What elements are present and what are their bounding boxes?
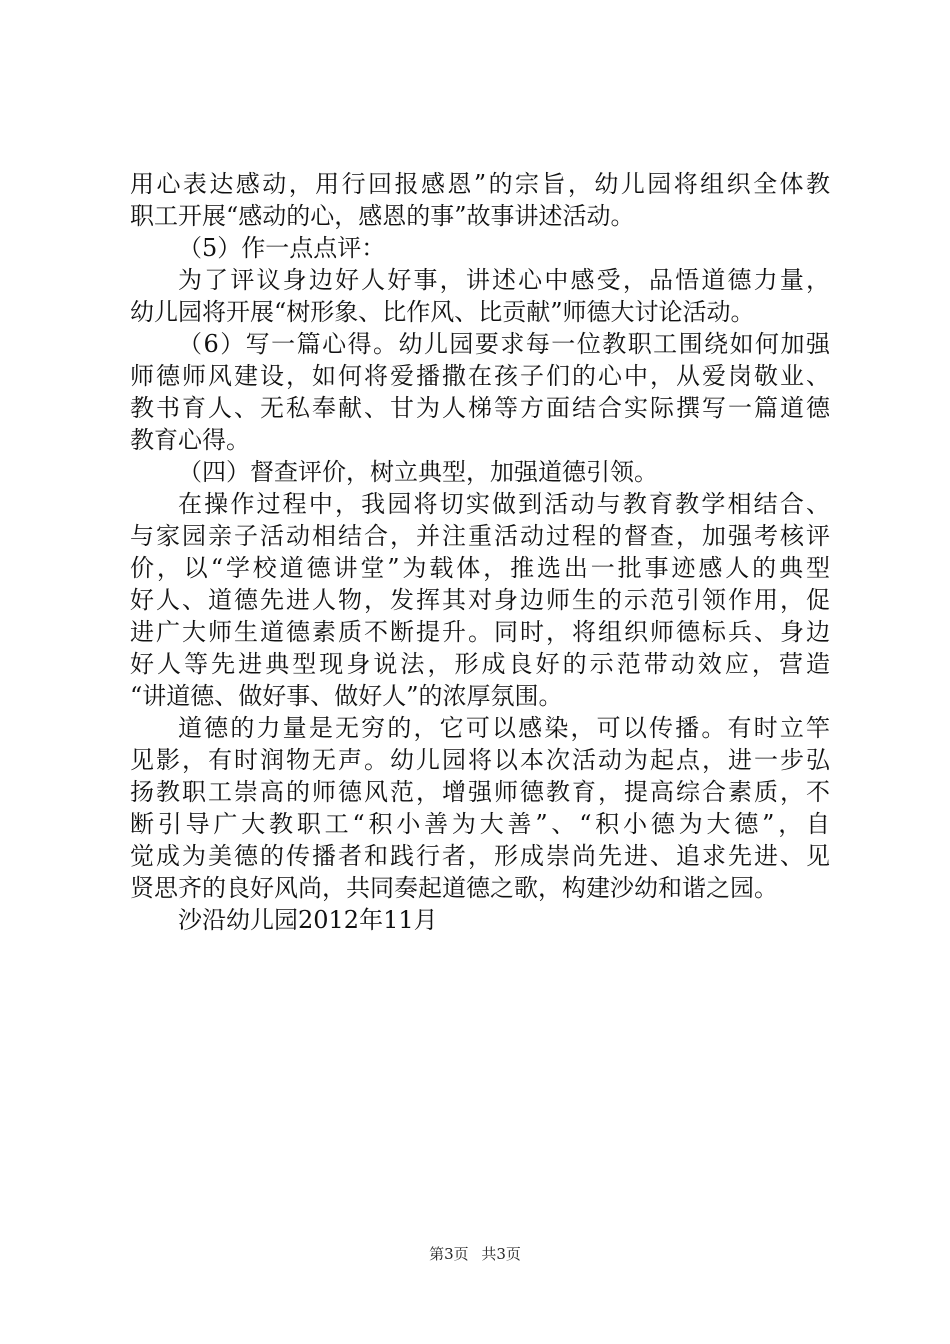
- text-line: 职工开展“感动的心，感恩的事”故事讲述活动。: [130, 202, 635, 230]
- paragraph: [130, 328, 830, 456]
- text-line: 幼儿园将开展“树形象、比作风、比贡献”师德大讨论活动。: [130, 298, 755, 326]
- text-line: 觉成为美德的传播者和践行者，形成崇尚先进、追求先进、见: [130, 842, 830, 870]
- page-number-label: 第3页: [429, 1245, 469, 1263]
- text-line: 为了评议身边好人好事，讲述心中感受，品悟道德力量，: [178, 266, 830, 294]
- paragraph: [130, 488, 830, 712]
- text-line: 沙沿幼儿园2012年11月: [178, 906, 438, 934]
- text-line: 用心表达感动，用行回报感恩”的宗旨，幼儿园将组织全体教: [130, 170, 830, 198]
- text-line: 见影，有时润物无声。幼儿园将以本次活动为起点，进一步弘: [130, 746, 830, 774]
- text-line: 好人等先进典型现身说法，形成良好的示范带动效应，营造: [130, 650, 830, 678]
- text-line: 道德的力量是无穷的，它可以感染，可以传播。有时立竿: [178, 714, 830, 742]
- text-line: 教育心得。: [130, 426, 250, 454]
- paragraph: [130, 712, 830, 904]
- text-line: 与家园亲子活动相结合，并注重活动过程的督查，加强考核评: [130, 522, 830, 550]
- text-line: 进广大师生道德素质不断提升。同时，将组织师德标兵、身边: [130, 618, 830, 646]
- text-line: （6）写一篇心得。幼儿园要求每一位教职工围绕如何加强: [178, 330, 830, 358]
- paragraph: [130, 456, 830, 488]
- text-line: “讲道德、做好事、做好人”的浓厚氛围。: [130, 682, 563, 710]
- text-line: 贤思齐的良好风尚，共同奏起道德之歌，构建沙幼和谐之园。: [130, 874, 778, 902]
- text-line: 在操作过程中，我园将切实做到活动与教育教学相结合、: [178, 490, 830, 518]
- page-footer: [0, 1244, 950, 1264]
- paragraph: [130, 904, 830, 936]
- text-line: 师德师风建设，如何将爱播撒在孩子们的心中，从爱岗敬业、: [130, 362, 830, 390]
- text-line: 断引导广大教职工“积小善为大善”、“积小德为大德”，自: [130, 810, 830, 838]
- paragraph: [130, 168, 830, 232]
- text-line: 价，以“学校道德讲堂”为载体，推选出一批事迹感人的典型: [130, 554, 830, 582]
- text-line: （四）督查评价，树立典型，加强道德引领。: [178, 458, 658, 486]
- page-total-label: 共3页: [481, 1245, 521, 1263]
- text-line: 好人、道德先进人物，发挥其对身边师生的示范引领作用，促: [130, 586, 830, 614]
- paragraph: [130, 232, 830, 264]
- text-line: 教书育人、无私奉献、甘为人梯等方面结合实际撰写一篇道德: [130, 394, 830, 422]
- text-line: （5）作一点点评：: [178, 234, 386, 262]
- text-line: 扬教职工崇高的师德风范，增强师德教育，提高综合素质，不: [130, 778, 830, 806]
- document-body: [130, 168, 830, 936]
- paragraph: [130, 264, 830, 328]
